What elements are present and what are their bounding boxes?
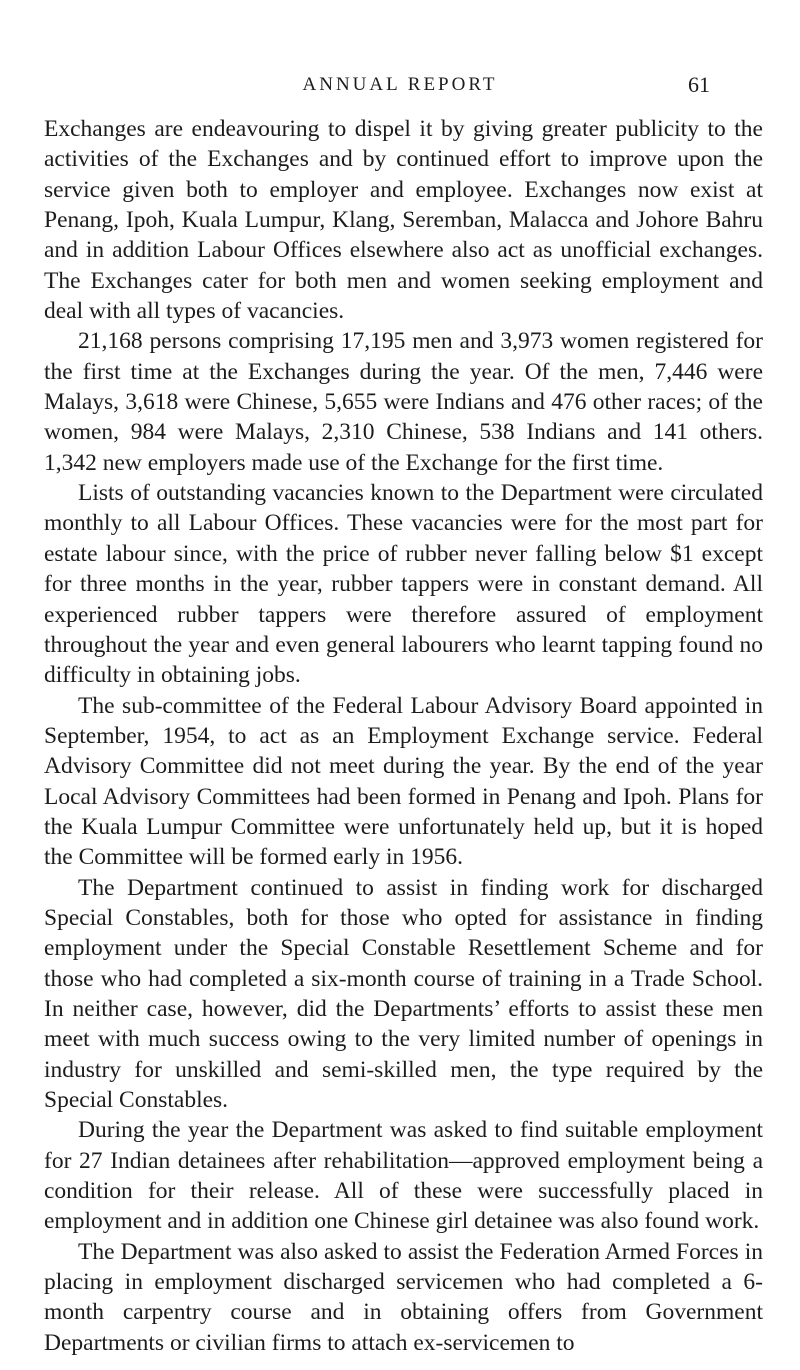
paragraph-exchanges-publicity: Exchanges are endeavouring to dispel it by giving greater publicity to the activities of the Exchanges and by continued effort to improve upon the service given both to employer and employee. Exchanges now exist at Penang, Ipoh, Kuala Lumpur, Klang, Seremban, Malacca and Johore Bahru and in addition Labour Offices elsewhere also act as unofficial exchanges. The Exchanges cater for both men and women seeking employment and deal with all types of vacancies. bbox=[44, 116, 763, 325]
page-number: 61 bbox=[688, 72, 710, 97]
paragraph-registration-statistics: 21,168 persons comprising 17,195 men and 3,973 women registered for the first time at the Exchanges during the year. Of the men, 7,446 were Malays, 3,618 were Chinese, 5,655 were Indians and 476 other races; of the women, 984 were Malays, 2,310 Chinese, 538 Indians and 141 others. 1,342 new employers made use of the Exchange for the first time. bbox=[44, 328, 763, 476]
running-head: ANNUAL REPORT bbox=[302, 74, 498, 95]
paragraph-special-constables: The Department continued to assist in finding work for discharged Special Constables, both for those who opted for assistance in finding employment under the Special Constable Resettlement Scheme and for those who had completed a six-month course of training in a Trade School. In neither case, however, did the Departments’ efforts to assist these men meet with much success owing to the very limited number of openings in industry for unskilled and semi-skilled men, the type required by the Special Constables. bbox=[44, 874, 763, 1113]
paragraph-advisory-committees: The sub-committee of the Federal Labour Advisory Board appointed in September, 1954, to act as an Employment Exchange service. Federal Advisory Committee did not meet during the year. By the end of the year Local Advisory Committees had been formed in Penang and Ipoh. Plans for the Kuala Lumpur Committee were unfortunately held up, but it is hoped the Committee will be formed early in 1956. bbox=[44, 692, 763, 871]
body-text bbox=[44, 114, 763, 1358]
paragraph-indian-detainees: During the year the Department was asked to find suitable employment for 27 Indian detainees after rehabilitation—approved employment being a condition for their release. All of these were successfully placed in employment and in addition one Chinese girl detainee was also found work. bbox=[44, 1117, 763, 1235]
paragraph-armed-forces: The Department was also asked to assist the Federation Armed Forces in placing in employment discharged servicemen who had completed a 6-month carpentry course and in obtaining offers from Government Departments or civilian firms to attach ex-servicemen to bbox=[44, 1238, 763, 1356]
paragraph-outstanding-vacancies: Lists of outstanding vacancies known to the Department were circulated monthly to all Labour Offices. These vacancies were for the most part for estate labour since, with the price of rubber never falling below $1 except for three months in the year, rubber tappers were in constant demand. All experienced rubber tappers were therefore assured of employment throughout the year and even general labourers who learnt tapping found no difficulty in obtaining jobs. bbox=[44, 480, 763, 689]
page-header bbox=[40, 70, 760, 100]
